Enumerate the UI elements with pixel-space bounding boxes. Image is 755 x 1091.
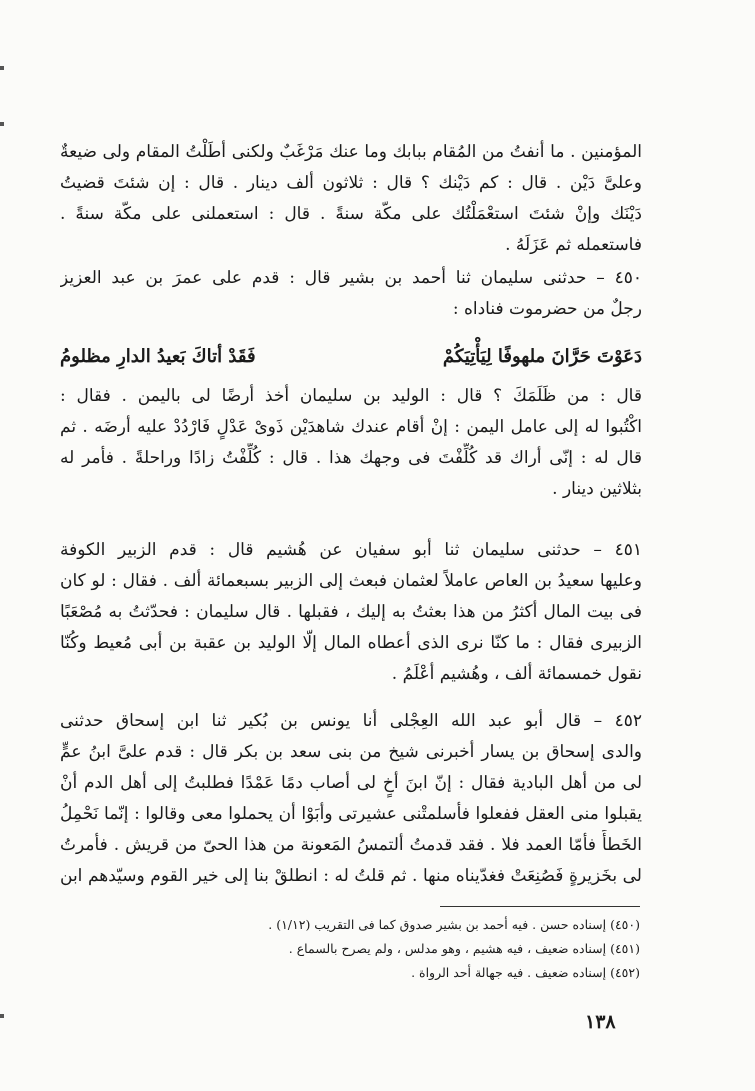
scan-mark [0,122,4,126]
verse-hemistich-first: دَعَوْتَ حَرَّانَ ملهوفًا لِيَأْتِيَكُمْ [442,346,642,367]
text-line: رجلٌ من حضرموت فناداه : [452,299,642,319]
paragraph-450-continued [60,381,642,505]
footnote-450: (٤٥٠) إسناده حسن . فيه أحمد بن بشير صدوق كما فى التقريب (١/١٢) . [268,917,640,932]
paragraph-451 [60,535,642,690]
text-line: الخَطأَ فأمّا العمد فلا . فقد قدمتُ ألتمسُ المَعونة من هذا الحىّ من قريش . فأمرتُ [60,835,642,855]
text-line: دَيْنَك وإنْ شئتَ استعْمَلْتُك على مكّة سنةً . قال : استعملنى على مكّة سنةً . [60,204,642,224]
paragraph-450 [60,263,642,325]
text-line: المؤمنين . ما أنفتُ من المُقام ببابك وما عنك مَرْغَبٌ ولكنى أطَلْتُ المقام ولى ضيعةٌ [60,142,642,162]
text-line: لى بخَزيرةٍ فَصُنِعَتْ فغدّيناه منها . ثم قلتُ له : انطلقْ بنا إلى خير القوم وسيّدهم ابن [60,866,642,886]
text-line: قال له : إنّى أراك قد كُلِّفْتَ فى وجهك هذا . قال : كُلِّفْتُ زادًا وراحلةً . فأمر له [60,448,642,468]
paragraph-452 [60,706,642,892]
scan-mark [0,66,4,70]
page-number: ١٣٨ [585,1011,616,1033]
text-line: والدى إسحاق بن يسار أخبرنى شيخ من بنى سعد بن بكر قال : قدم علىَّ ابنُ عمٍّ [60,742,642,762]
text-line: لى من أهل البادية فقال : إنّ ابنَ أخٍ لى أصاب دمًا عَمْدًا فطلبتُ إلى أهل الدم أنْ [60,773,642,793]
footnote-452: (٤٥٢) إسناده ضعيف . فيه جهالة أحد الرواة . [411,965,640,980]
scan-mark [0,1014,4,1018]
text-line: الزبيرى فقال : ما كنّا نرى الذى أعطاه المال إلّا الوليد بن عقبة بن أبى مُعيط وكُنّا [60,633,642,653]
text-line: ٤٥٠ – حدثنى سليمان ثنا أحمد بن بشير قال : قدم على عمرَ بن عبد العزيز [60,268,642,288]
text-line: بثلاثين دينار . [552,479,642,499]
footnote-451: (٤٥١) إسناده ضعيف ، فيه هشيم ، وهو مدلس ، ولم يصرح بالسماع . [288,941,640,956]
footnote-separator [440,906,640,907]
text-line: وعليها سعيدُ بن العاص عاملاً لعثمان فبعث إلى الزبير بسبعمائة ألف . فقال : لو كان [60,571,642,591]
text-line: قال : من ظَلَمَكَ ؟ قال : الوليد بن سليمان أخذ أرضًا لى باليمن . فقال : [60,386,642,406]
text-line: ٤٥٢ – قال أبو عبد الله العِجْلى أنا يونس بن بُكير ثنا ابن إسحاق حدثنى [60,711,642,731]
text-line: فاستعمله ثم عَزَلَهُ . [505,235,642,255]
verse-hemistich-second: فَقَدْ أتاكَ بَعيدُ الدارِ مظلومُ [60,346,256,367]
text-line: ٤٥١ – حدثنى سليمان ثنا أبو سفيان عن هُشيم قال : قدم الزبير الكوفة [60,540,642,560]
text-line: اكْتُبوا له إلى عامل اليمن : إنْ أقام عندك شاهدَيْن ذَوىْ عَدْلٍ فَارْدُدْ عليه أرضَه . ثم [60,417,642,437]
text-line: وعلىَّ دَيْن . قال : كم دَيْنك ؟ قال : ثلاثون ألف دينار . قال : إن شئتَ قضيتُ [60,173,642,193]
paragraph-continuation [60,137,642,261]
poetry-verse [60,340,642,374]
text-line: نقول خمسمائة ألف ، وهُشيم أعْلَمُ . [391,664,642,684]
text-line: فى بيت المال أكثرُ من هذا بعثتُ به إليك ، فقبلها . قال سليمان : فحدّثتُ به مُصْعَبًا [60,602,642,622]
text-line: يقبلوا منى العقل ففعلوا فأسلمتْنى عشيرتى وأبَوْا أن يحملوا معى وقالوا : إنّما نَحْمِلُ [60,804,642,824]
